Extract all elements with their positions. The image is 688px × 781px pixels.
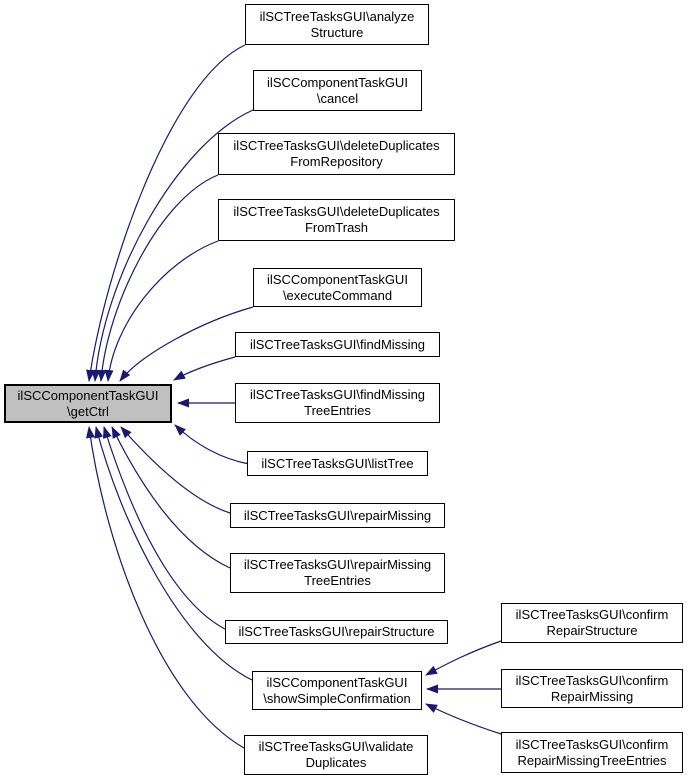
node-label-line: \cancel — [316, 90, 359, 106]
node-confirmRepairMissing[interactable] — [501, 669, 683, 708]
node-label-line: ilSCComponentTaskGUI — [266, 674, 408, 690]
node-label-line: ilSCTreeTasksGUI\confirm — [515, 607, 669, 622]
node-repairMissingTreeEntries[interactable] — [230, 553, 445, 593]
edge-confirmRepairStructure-to-showSimpleConfirmation — [426, 641, 501, 675]
node-label-line: Structure — [310, 24, 364, 40]
node-deleteDuplicatesFromRepository[interactable] — [218, 133, 455, 175]
node-label-line: RepairMissingTreeEntries — [517, 752, 667, 768]
node-label-line: FromRepository — [290, 154, 383, 169]
node-label-line: FromTrash — [304, 220, 369, 235]
node-label-line: ilSCTreeTasksGUI\repairStructure — [238, 624, 435, 639]
node-repairStructure[interactable] — [225, 620, 448, 644]
node-cancel[interactable] — [253, 70, 422, 111]
node-label-line: TreeEntries — [304, 403, 371, 418]
node-label-line: ilSCTreeTasksGUI\confirm — [515, 736, 669, 752]
node-label-line: ilSCComponentTaskGUI — [17, 387, 159, 403]
node-label-line: ilSCTreeTasksGUI\validate — [258, 739, 414, 754]
node-label-line: ilSCTreeTasksGUI\repairMissing — [243, 557, 432, 572]
node-executeCommand[interactable] — [253, 268, 422, 307]
node-confirmRepairStructure[interactable] — [501, 603, 683, 643]
node-label-line: ilSCTreeTasksGUI\deleteDuplicates — [233, 204, 440, 219]
node-findMissing[interactable] — [235, 332, 440, 357]
node-analyzeStructure[interactable] — [245, 4, 429, 45]
node-repairMissing[interactable] — [230, 503, 445, 528]
node-label-line: RepairStructure — [546, 623, 638, 638]
edge-confirmRepairMissingTreeEntries-to-showSimpleConfirmation — [426, 704, 501, 734]
edge-repairStructure-to-getCtrl — [104, 427, 225, 629]
edge-executeCommand-to-getCtrl — [120, 307, 253, 381]
node-confirmRepairMissingTreeEntries[interactable] — [501, 732, 683, 773]
node-listTree[interactable] — [247, 451, 428, 476]
node-findMissingTreeEntries[interactable] — [235, 383, 440, 423]
node-showSimpleConfirmation[interactable] — [252, 671, 422, 710]
node-deleteDuplicatesFromTrash[interactable] — [218, 199, 455, 241]
node-validateDuplicates[interactable] — [244, 735, 428, 775]
node-label-line: \getCtrl — [67, 403, 109, 419]
edge-deleteDuplicatesFromRepository-to-getCtrl — [101, 175, 218, 381]
node-label-line: ilSCComponentTaskGUI — [267, 271, 408, 287]
edge-findMissing-to-getCtrl — [174, 357, 235, 380]
edge-validateDuplicates-to-getCtrl — [89, 427, 244, 748]
node-label-line: \executeCommand — [282, 287, 393, 303]
node-label-line: ilSCTreeTasksGUI\listTree — [261, 455, 414, 471]
node-label-line: ilSCTreeTasksGUI\repairMissing — [243, 507, 432, 523]
node-getCtrl — [4, 384, 172, 423]
node-label-line: ilSCComponentTaskGUI — [267, 74, 408, 90]
node-label-line: RepairMissing — [550, 688, 634, 704]
node-label-line: ilSCTreeTasksGUI\deleteDuplicates — [233, 138, 440, 153]
node-label-line: ilSCTreeTasksGUI\analyze — [259, 8, 415, 24]
edge-deleteDuplicatesFromTrash-to-getCtrl — [108, 241, 218, 381]
node-label-line: TreeEntries — [304, 573, 371, 588]
edge-repairMissing-to-getCtrl — [121, 427, 230, 513]
node-label-line: ilSCTreeTasksGUI\confirm — [515, 672, 669, 688]
node-label-line: Duplicates — [305, 755, 367, 770]
node-label-line: \showSimpleConfirmation — [263, 690, 411, 706]
node-label-line: ilSCTreeTasksGUI\findMissing — [249, 387, 426, 402]
edge-listTree-to-getCtrl — [175, 425, 249, 464]
node-label-line: ilSCTreeTasksGUI\findMissing — [249, 336, 426, 352]
